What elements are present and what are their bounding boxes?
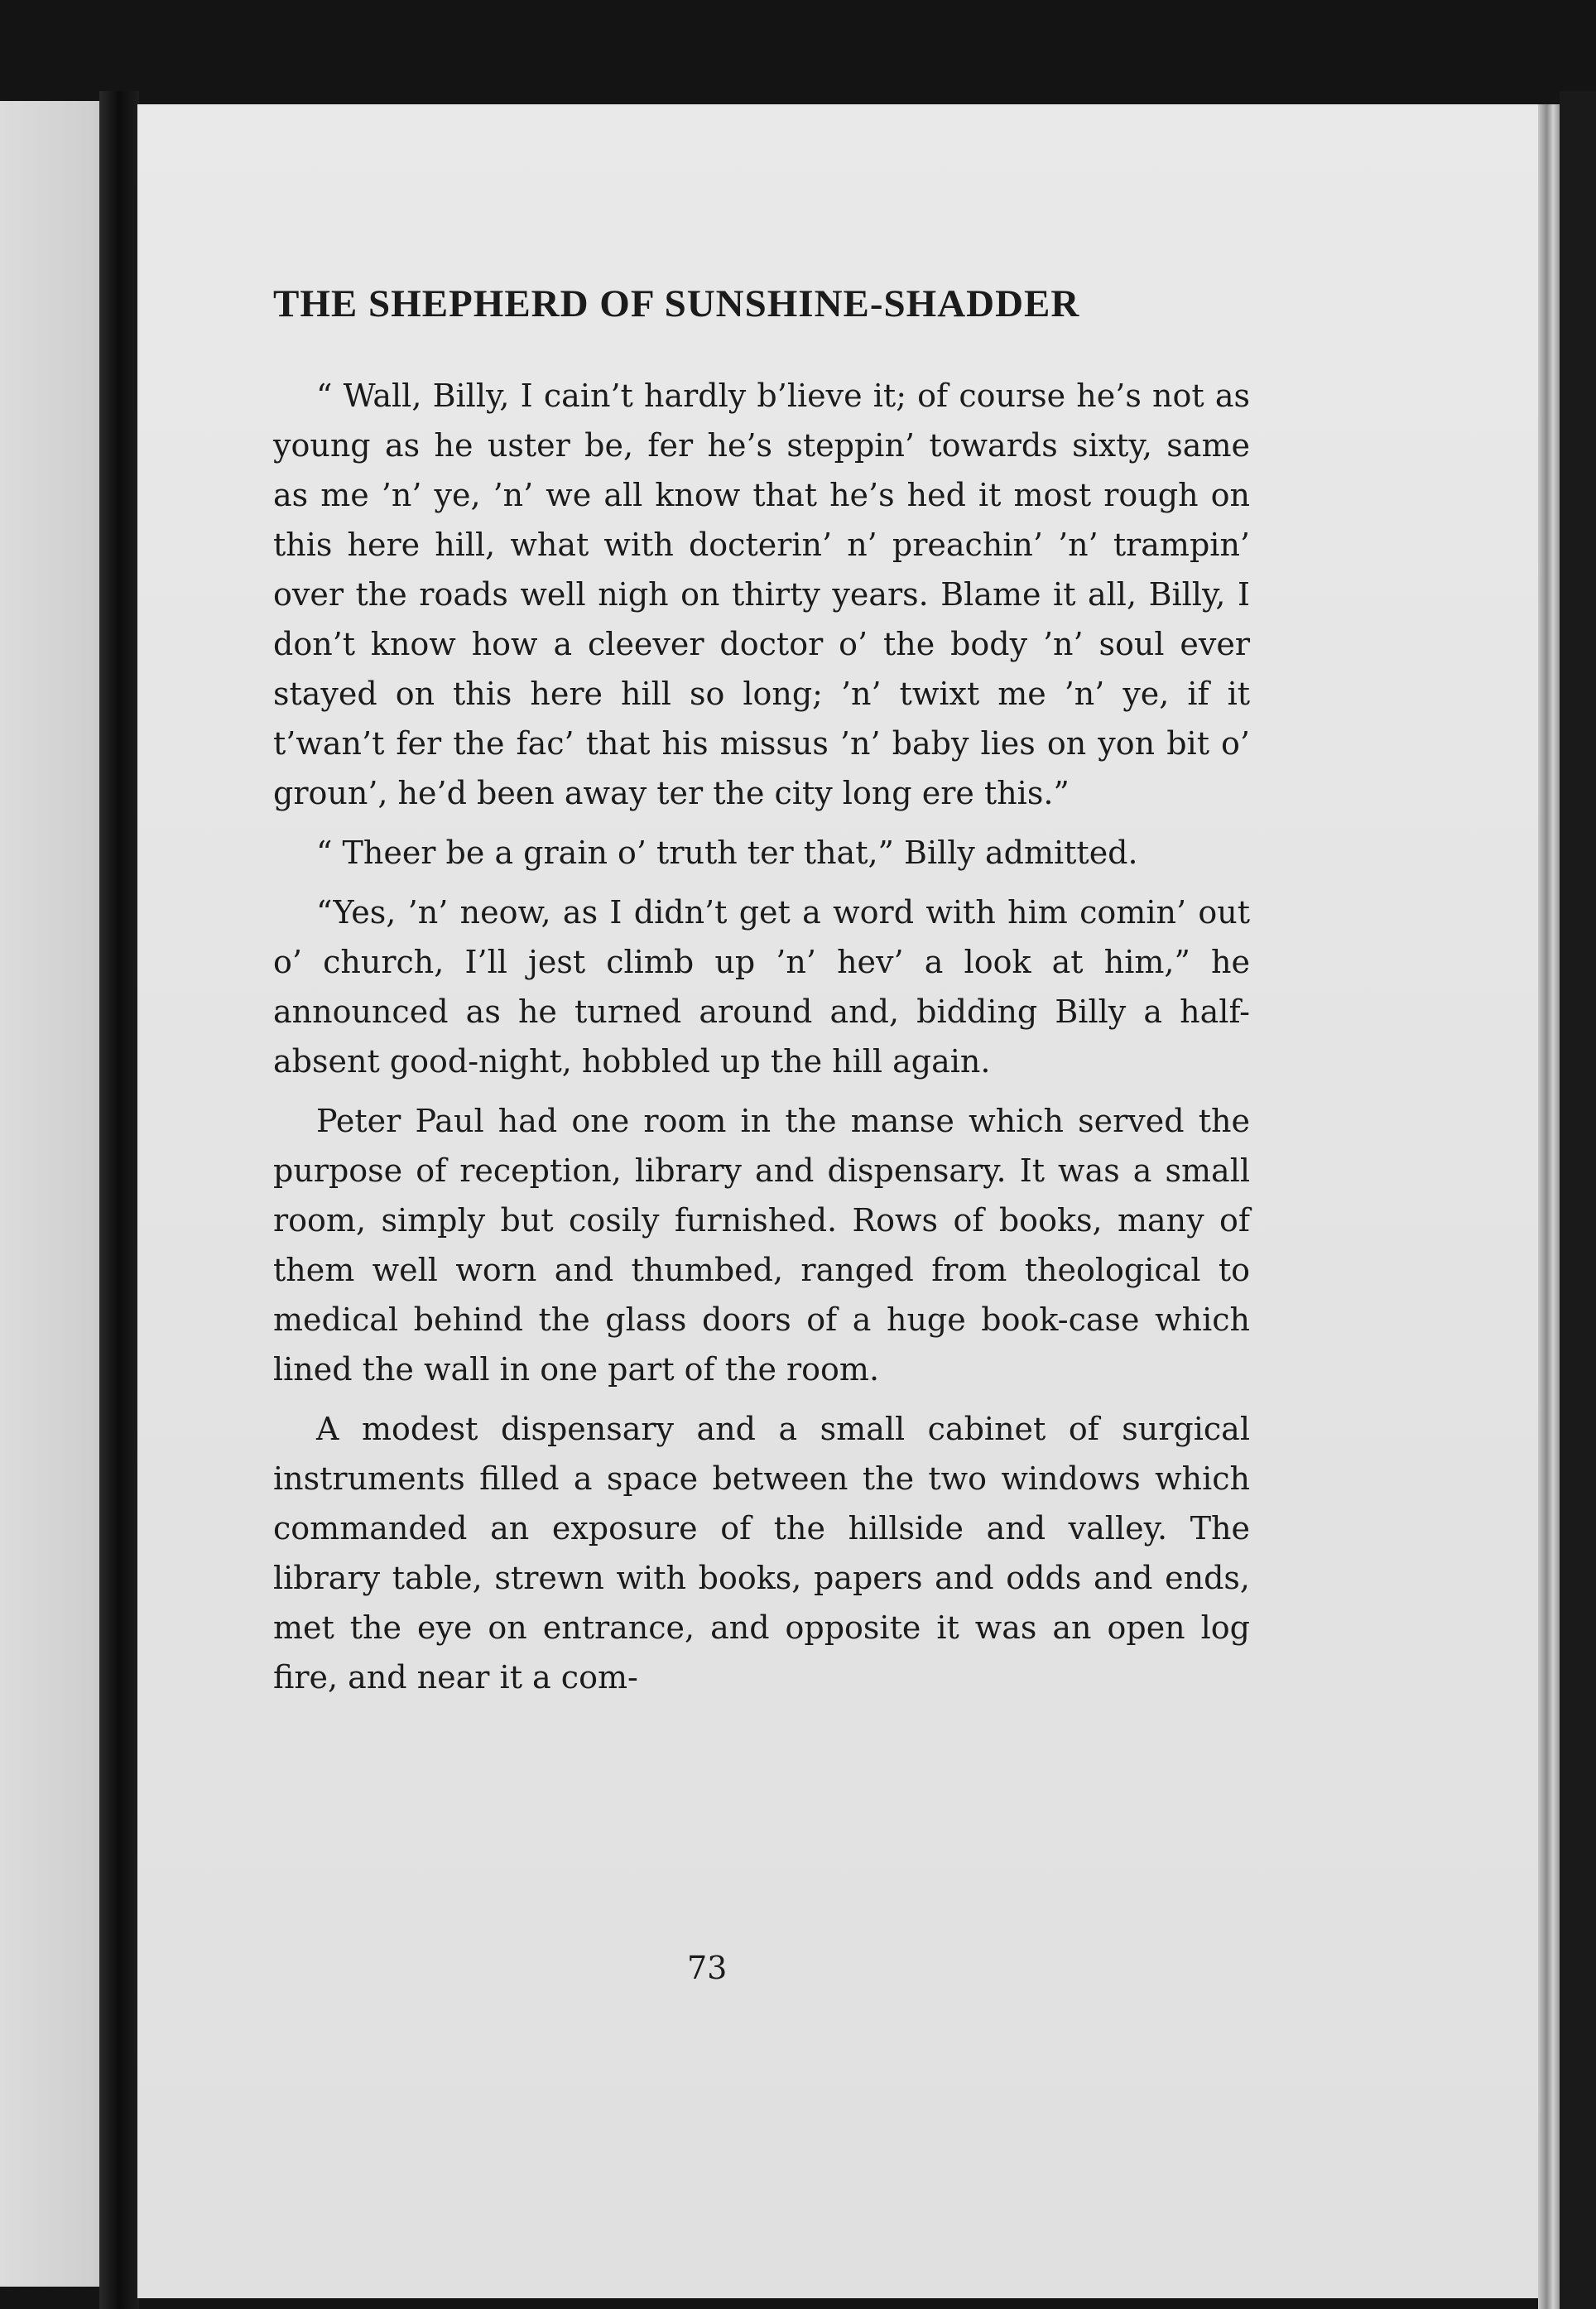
- facing-page-edge: [0, 101, 116, 2287]
- paragraph: “ Theer be a grain o’ truth ter that,” Billy admitted.: [316, 835, 1138, 871]
- paragraph: Peter Paul had one room in the manse which served the purpose of reception, library and dispensary. It was a small room, simply but cosily furnished. Rows of books, many of them well worn and thumbed, ranged from theological to medical behind the glass doors of a huge book-case which lined the wall in one part of the room.: [273, 1103, 1250, 1388]
- scan-border: [1560, 91, 1596, 2309]
- running-head: THE SHEPHERD OF SUNSHINE-SHADDER: [273, 282, 1080, 325]
- paragraph: “ Wall, Billy, I cain’t hardly b’lieve it; of course he’s not as young as he uster be, fer he’s steppin’ towards sixty, same as me ’n’ ye, ’n’ we all know that he’s hed it most rough on this here hill, what with docterin’ n’ preachin’ ’n’ trampin’ over the roads well nigh on thirty years. Blame it all, Billy, I don’t know how a cleever doctor o’ the body ’n’ soul ever stayed on this here hill so long; ’n’ twixt me ’n’ ye, if it t’wan’t fer the fac’ that his missus ’n’ baby lies on yon bit o’ groun’, he’d been away ter the city long ere this.”: [273, 378, 1250, 811]
- page-text-block: [273, 281, 1250, 1702]
- page-number: 73: [687, 1950, 728, 1986]
- paragraph: A modest dispensary and a small cabinet of surgical instruments filled a space between the two windows which commanded an exposure of the hillside and valley. The library table, strewn with books, papers and odds and ends, met the eye on entrance, and opposite it was an open log fire, and near it a com-: [273, 1411, 1250, 1696]
- paragraph: “Yes, ’n’ neow, as I didn’t get a word with him comin’ out o’ church, I’ll jest climb up ’n’ hev’ a look at him,” he announced as he turned around and, bidding Billy a half-absent good-night, hobbled up the hill again.: [273, 894, 1250, 1080]
- page-stack-edge: [1538, 104, 1560, 2309]
- book-gutter: [99, 91, 139, 2309]
